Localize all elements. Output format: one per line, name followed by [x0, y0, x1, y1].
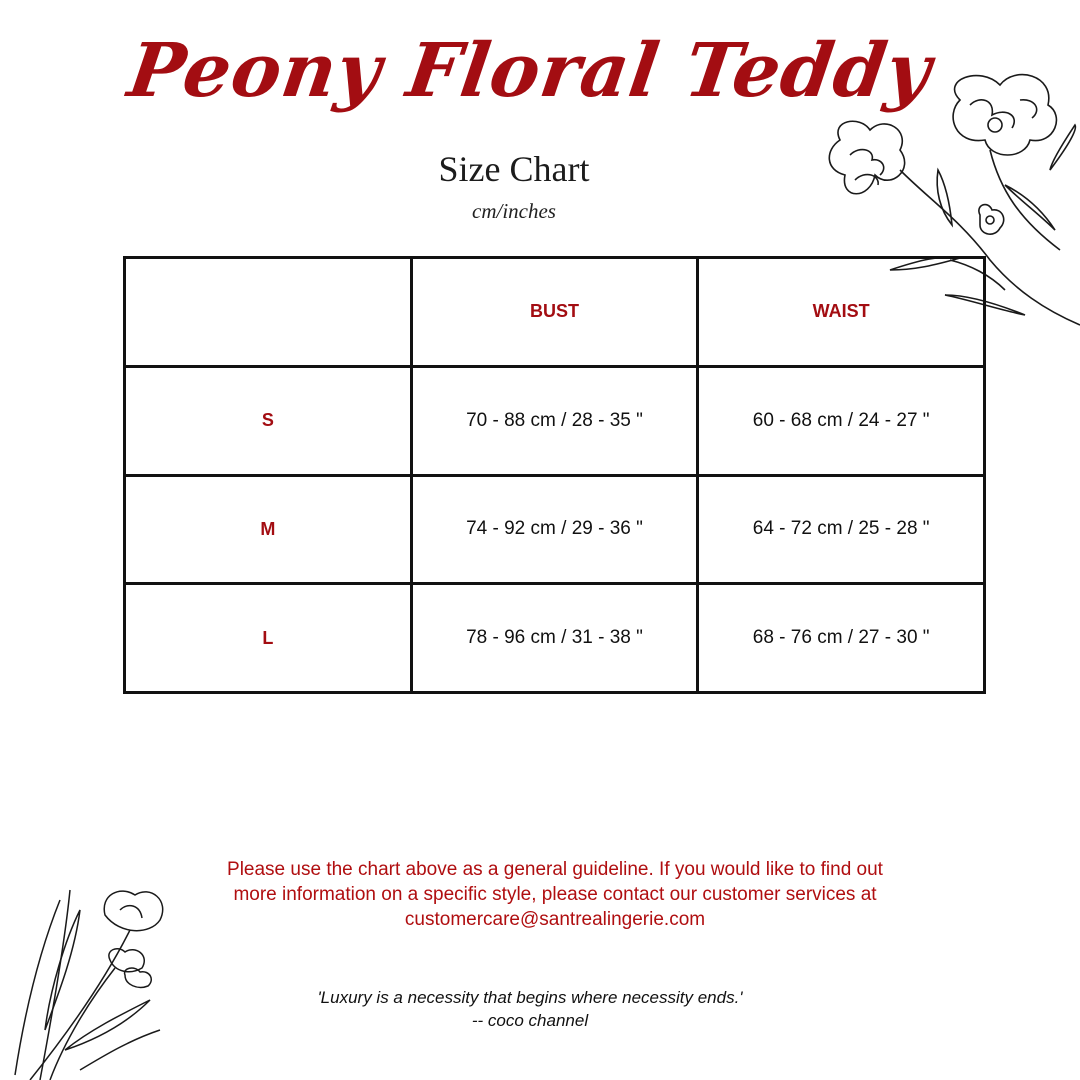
bust-measurement: 70 - 88 cm / 28 - 35 "	[411, 366, 698, 475]
size-chart-table	[123, 256, 986, 694]
units-label: cm/inches	[472, 199, 556, 223]
customer-care-email[interactable]: customercare@santrealingerie.com	[404, 909, 706, 930]
waist-measurement: 64 - 72 cm / 25 - 28 "	[698, 475, 985, 584]
size-label: M	[125, 475, 412, 584]
quote-author: -- coco channel	[471, 1011, 589, 1030]
table-row	[125, 475, 985, 584]
bust-measurement: 78 - 96 cm / 31 - 38 "	[411, 584, 698, 693]
bust-measurement: 74 - 92 cm / 29 - 36 "	[411, 475, 698, 584]
guideline-note	[180, 857, 930, 932]
size-label: L	[125, 584, 412, 693]
tulip-line-art-icon	[10, 880, 180, 1080]
guideline-note-line: more information on a specific style, please contact our customer services at	[233, 884, 877, 905]
table-header-row	[125, 258, 985, 367]
quote-block	[250, 986, 810, 1032]
table-header-bust: BUST	[411, 258, 698, 367]
waist-measurement: 60 - 68 cm / 24 - 27 "	[698, 366, 985, 475]
table-row	[125, 366, 985, 475]
table-row	[125, 584, 985, 693]
page-title: Peony Floral Teddy	[123, 28, 937, 114]
quote-text: 'Luxury is a necessity that begins where necessity ends.'	[317, 988, 743, 1007]
table-header-corner	[125, 258, 412, 367]
guideline-note-line: Please use the chart above as a general guideline. If you would like to find out	[227, 859, 883, 880]
waist-measurement: 68 - 76 cm / 27 - 30 "	[698, 584, 985, 693]
page-subtitle: Size Chart	[438, 149, 590, 189]
size-label: S	[125, 366, 412, 475]
table-header-waist: WAIST	[698, 258, 985, 367]
